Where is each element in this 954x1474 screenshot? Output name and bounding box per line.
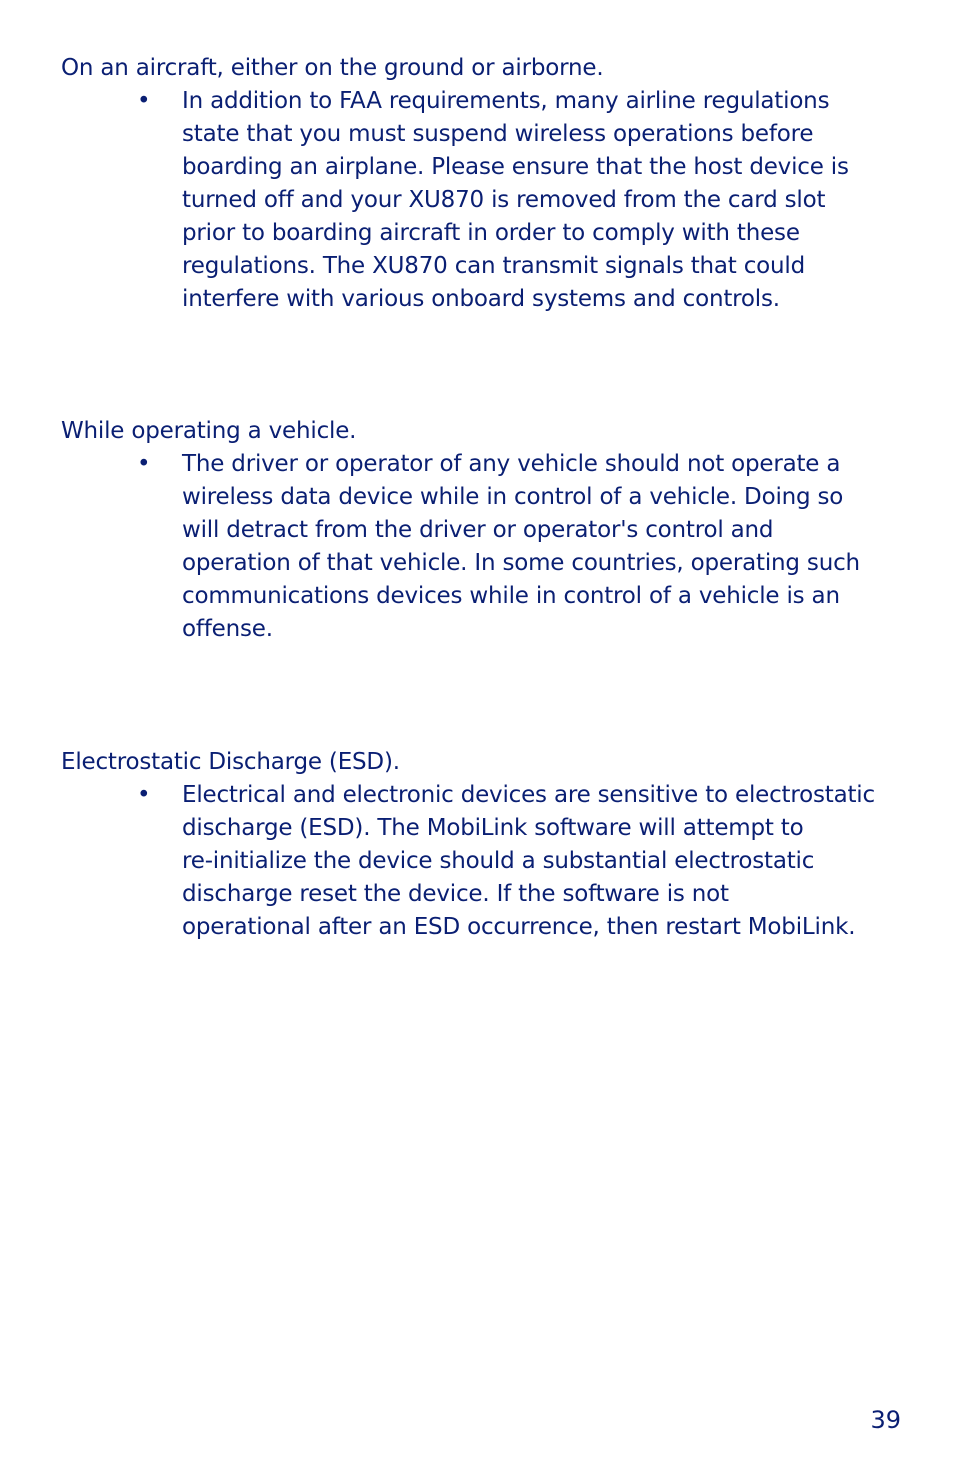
bullet-item (61, 85, 901, 316)
paragraph-line: Electrical and electronic devices are sensitive to electrostatic (182, 782, 875, 808)
section-heading: While operating a vehicle. (61, 418, 357, 444)
bullet-item (61, 779, 901, 944)
section-aircraft (61, 52, 901, 316)
paragraph-line: interfere with various onboard systems and controls. (182, 286, 780, 312)
bullet-icon: • (137, 88, 151, 114)
paragraph-line: The driver or operator of any vehicle should not operate a (182, 451, 841, 477)
section-heading: Electrostatic Discharge (ESD). (61, 749, 400, 775)
section-vehicle (61, 415, 901, 646)
bullet-icon: • (137, 782, 151, 808)
paragraph-line: operation of that vehicle. In some countries, operating such (182, 550, 860, 576)
paragraph-line: boarding an airplane. Please ensure that the host device is (182, 154, 849, 180)
paragraph-line: re-initialize the device should a substantial electrostatic (182, 848, 815, 874)
paragraph-line: will detract from the driver or operator's control and (182, 517, 774, 543)
section-heading: On an aircraft, either on the ground or airborne. (61, 55, 604, 81)
section-esd (61, 746, 901, 944)
paragraph-line: discharge reset the device. If the software is not (182, 881, 729, 907)
bullet-icon: • (137, 451, 151, 477)
paragraph-line: In addition to FAA requirements, many airline regulations (182, 88, 830, 114)
paragraph-line: prior to boarding aircraft in order to comply with these (182, 220, 800, 246)
paragraph-line: turned off and your XU870 is removed from the card slot (182, 187, 826, 213)
paragraph-line: discharge (ESD). The MobiLink software will attempt to (182, 815, 804, 841)
paragraph-line: communications devices while in control of a vehicle is an (182, 583, 840, 609)
page-number: 39 (870, 1406, 901, 1434)
paragraph-line: operational after an ESD occurrence, then restart MobiLink. (182, 914, 856, 940)
paragraph-line: state that you must suspend wireless operations before (182, 121, 814, 147)
paragraph-line: wireless data device while in control of a vehicle. Doing so (182, 484, 844, 510)
paragraph-line: offense. (182, 616, 273, 642)
bullet-item (61, 448, 901, 646)
paragraph-line: regulations. The XU870 can transmit signals that could (182, 253, 806, 279)
